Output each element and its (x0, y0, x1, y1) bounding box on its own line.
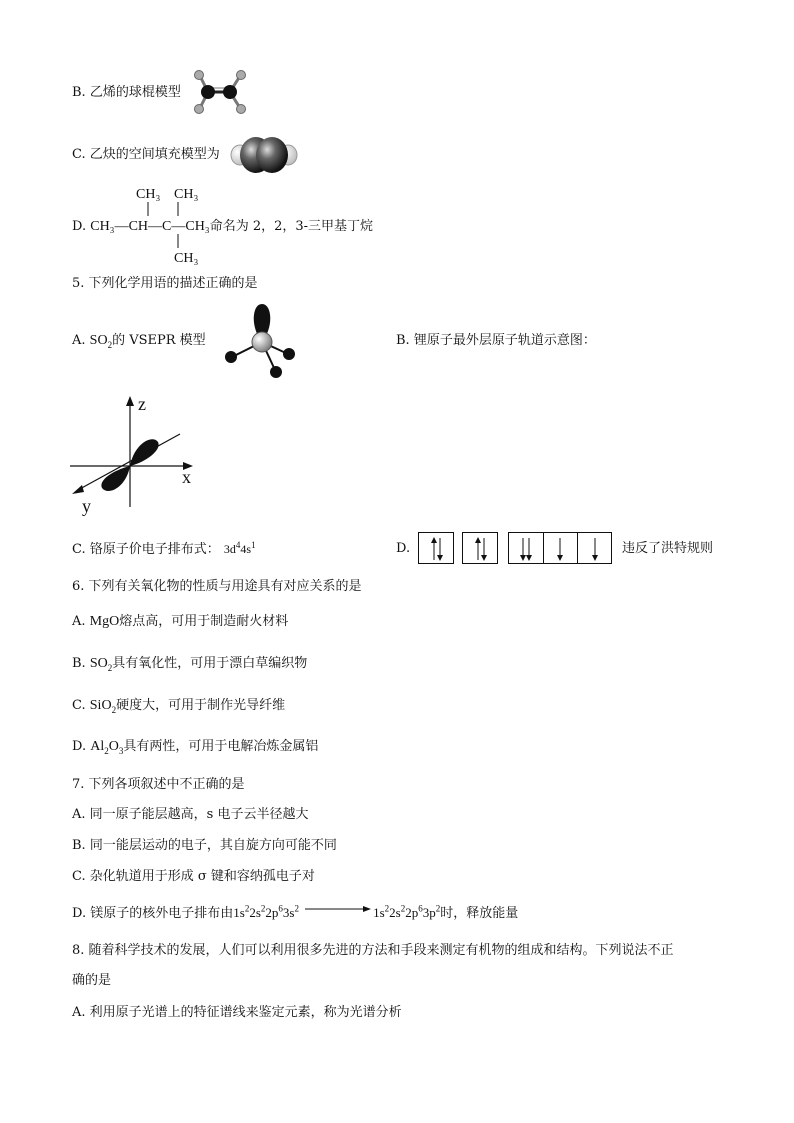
reaction-arrow (303, 901, 373, 919)
q5-option-a (72, 332, 206, 350)
q8-stem-line1: 8. 随着科学技术的发展，人们可以利用很多先进的方法和手段来测定有机物的组成和结构。下列说法不正 (72, 943, 674, 958)
q6-option-b: B. $SO_2$具有氧化性，可用于漂白草编织物 (72, 656, 308, 673)
q8-stem-line2: 确的是 (72, 973, 112, 988)
orbital-box-2 (462, 532, 498, 564)
axis-y-label: y (82, 496, 91, 516)
d-top-right-ch3: CH₃ (174, 187, 199, 202)
d-top-left-ch3: CH₃ (136, 187, 161, 202)
q7-option-d: D. 镁原子的核外电子排布由$1s^22s^22p^63s^2$ $1s^22s^22p^63p^2$时，释放能量 (72, 904, 518, 923)
q4-option-c (72, 146, 220, 164)
q5-option-b (396, 332, 596, 350)
option-label: D. (72, 219, 87, 234)
q4-option-b (72, 84, 181, 102)
q8-option-a: A. 利用原子光谱上的特征谱线来鉴定元素，称为光谱分析 (72, 1005, 402, 1020)
q5-option-d-text: 违反了洪特规则 (622, 541, 714, 556)
naming-text: 命名为 2，2，3-三甲基丁烷 (209, 219, 374, 234)
q6-option-a: A. MgO熔点高，可用于制造耐火材料 (72, 614, 289, 629)
ethylene-ball-stick-model (188, 68, 252, 116)
option-label: B. (72, 85, 86, 100)
q6-option-d: D. $Al_2O_3$具有两性，可用于电解冶炼金属铝 (72, 739, 319, 756)
config-after: $1s^22s^22p^63p^2$ (373, 903, 441, 920)
q6-option-c: C. SiO$_2$硬度大，可用于制作光导纤维 (72, 698, 286, 715)
option-label: A. (72, 333, 86, 348)
orbital-diagram (62, 392, 212, 522)
orbital-box-3 (508, 532, 612, 564)
option-text: 乙炔的空间填充模型为 (89, 147, 220, 162)
formula: $SO_2$ (89, 333, 113, 350)
orbital-box-1 (418, 532, 454, 564)
option-text: 的 VSEPR 模型 (112, 333, 206, 348)
d-bottom-ch3: CH₃ (174, 251, 199, 266)
q5-option-c (72, 540, 256, 559)
structural-formula: CH₃—CH—C—CH₃ (90, 219, 210, 234)
config-before: $1s^22s^22p^63s^2$ (233, 903, 299, 920)
axis-x-label: x (182, 467, 191, 487)
option-label: B. (396, 333, 410, 348)
axis-z-label: z (138, 394, 146, 414)
option-text: 锂原子最外层原子轨道示意图： (413, 333, 596, 348)
acetylene-space-filling-model (230, 135, 300, 175)
vsepr-model (220, 302, 300, 382)
q6-stem: 6. 下列有关氧化物的性质与用途具有对应关系的是 (72, 579, 362, 594)
q5-stem: 5. 下列化学用语的描述正确的是 (72, 276, 258, 291)
option-label: C. (72, 147, 86, 162)
q4-option-d (72, 218, 373, 236)
electron-config: $3d^44s^1$ (223, 540, 256, 556)
option-text: 乙烯的球棍模型 (89, 85, 181, 100)
q7-option-a: A. 同一原子能层越高，s 电子云半径越大 (72, 807, 309, 822)
orbital-box-diagram (418, 532, 618, 564)
q7-option-b: B. 同一能层运动的电子，其自旋方向可能不同 (72, 838, 337, 853)
q7-stem: 7. 下列各项叙述中不正确的是 (72, 777, 245, 792)
option-text: 铬原子价电子排布式： (89, 542, 220, 557)
q5-option-d-label: D. (396, 541, 411, 556)
q7-option-c: C. 杂化轨道用于形成 σ 键和容纳孤电子对 (72, 869, 315, 884)
option-label: C. (72, 542, 86, 557)
